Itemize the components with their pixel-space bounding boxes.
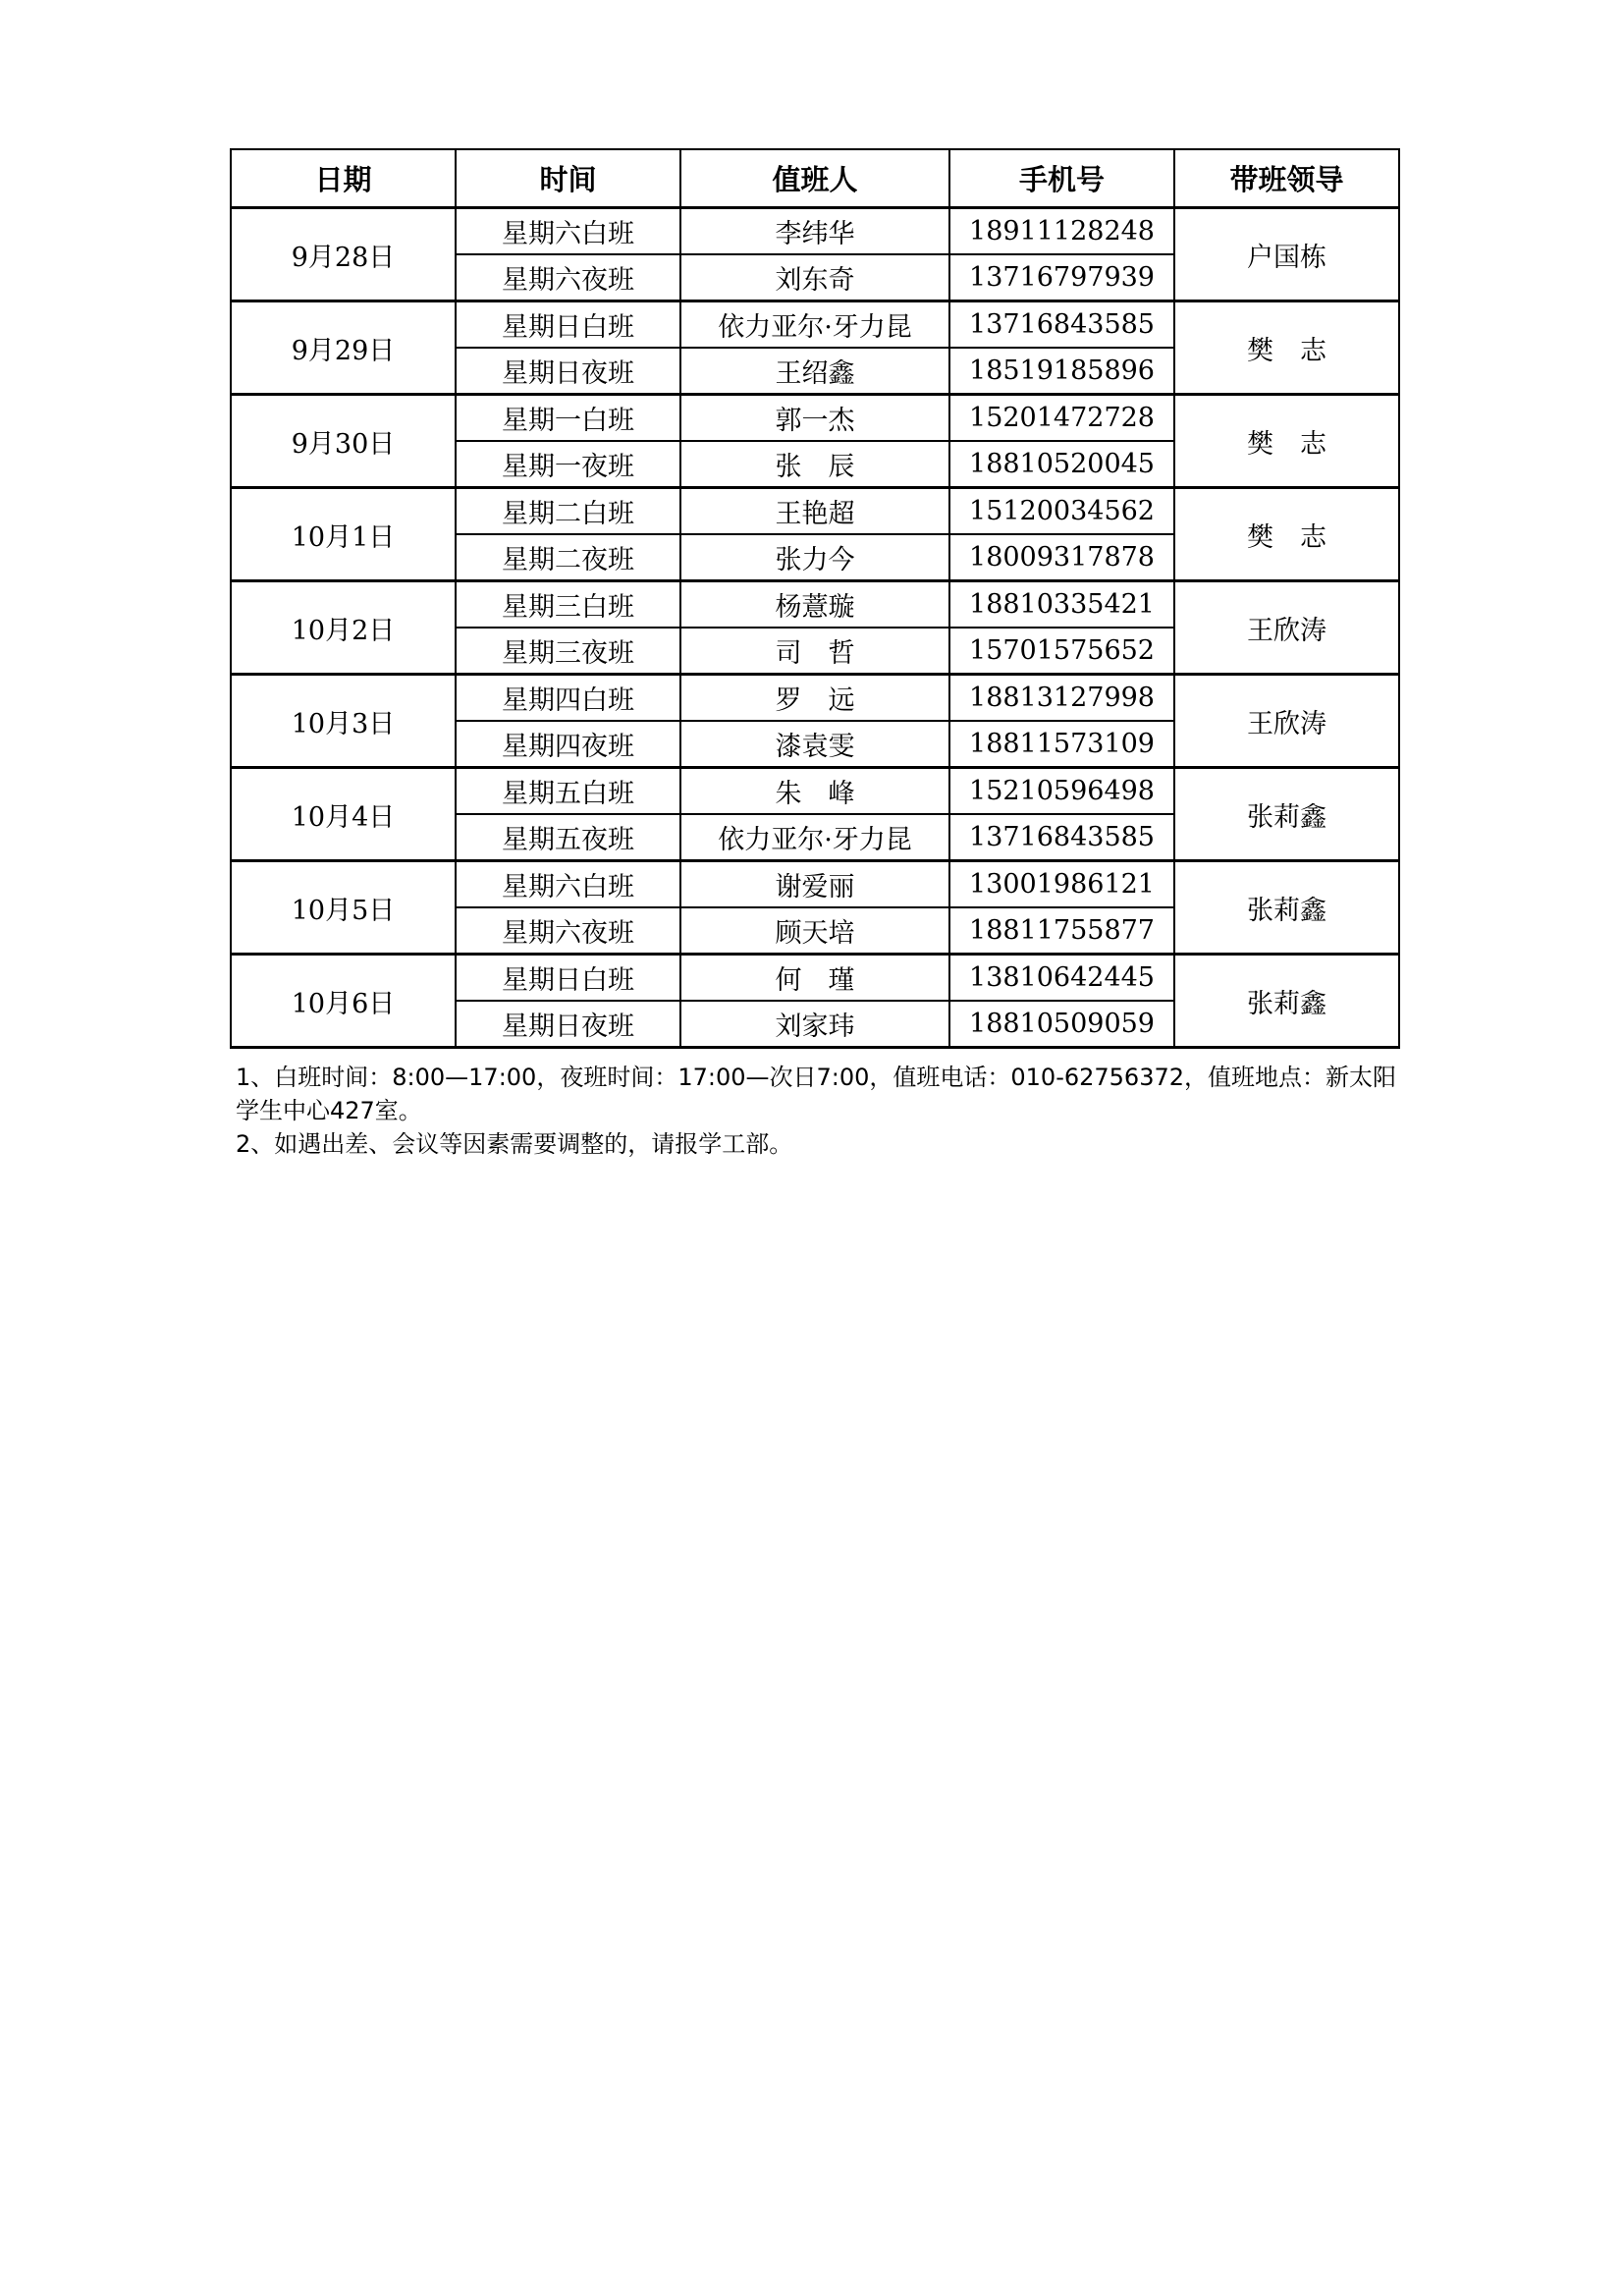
leader-cell: 王欣涛 [1174, 675, 1399, 768]
phone-cell: 18810335421 [949, 581, 1174, 629]
person-cell: 张力今 [680, 534, 949, 581]
person-cell: 何 瑾 [680, 955, 949, 1002]
time-cell: 星期日夜班 [456, 1001, 680, 1048]
time-cell: 星期五夜班 [456, 814, 680, 861]
date-cell: 10月1日 [231, 488, 456, 581]
header-row [231, 149, 1399, 208]
leader-cell: 户国栋 [1174, 208, 1399, 301]
table-row [231, 301, 1399, 349]
phone-cell: 18810520045 [949, 441, 1174, 488]
phone-cell: 15201472728 [949, 395, 1174, 442]
date-cell: 9月29日 [231, 301, 456, 395]
table-row [231, 488, 1399, 535]
header-time: 时间 [456, 149, 680, 208]
date-cell: 10月2日 [231, 581, 456, 675]
person-cell: 漆袁雯 [680, 721, 949, 768]
table-row [231, 581, 1399, 629]
table-body [231, 208, 1399, 1048]
person-cell: 刘东奇 [680, 254, 949, 301]
header-leader: 带班领导 [1174, 149, 1399, 208]
note-1: 1、白班时间：8:00—17:00，夜班时间：17:00—次日7:00，值班电话：010-62756372，值班地点：新太阳学生中心427室。 [236, 1064, 1397, 1124]
leader-cell: 樊 志 [1174, 488, 1399, 581]
date-cell: 10月5日 [231, 861, 456, 955]
time-cell: 星期日白班 [456, 301, 680, 349]
person-cell: 朱 峰 [680, 768, 949, 815]
leader-cell: 樊 志 [1174, 301, 1399, 395]
phone-cell: 13716843585 [949, 301, 1174, 349]
person-cell: 司 哲 [680, 628, 949, 675]
time-cell: 星期六白班 [456, 861, 680, 908]
date-cell: 10月3日 [231, 675, 456, 768]
date-cell: 10月6日 [231, 955, 456, 1048]
leader-cell: 张莉鑫 [1174, 768, 1399, 861]
time-cell: 星期一白班 [456, 395, 680, 442]
phone-cell: 18810509059 [949, 1001, 1174, 1048]
person-cell: 张 辰 [680, 441, 949, 488]
date-cell: 9月28日 [231, 208, 456, 301]
time-cell: 星期三白班 [456, 581, 680, 629]
time-cell: 星期日夜班 [456, 348, 680, 395]
table-row [231, 675, 1399, 722]
time-cell: 星期日白班 [456, 955, 680, 1002]
time-cell: 星期二白班 [456, 488, 680, 535]
person-cell: 李纬华 [680, 208, 949, 255]
phone-cell: 15120034562 [949, 488, 1174, 535]
person-cell: 王绍鑫 [680, 348, 949, 395]
table-row [231, 395, 1399, 442]
phone-cell: 13001986121 [949, 861, 1174, 908]
phone-cell: 13810642445 [949, 955, 1174, 1002]
person-cell: 谢爱丽 [680, 861, 949, 908]
person-cell: 杨薏璇 [680, 581, 949, 629]
time-cell: 星期六夜班 [456, 907, 680, 955]
person-cell: 王艳超 [680, 488, 949, 535]
leader-cell: 樊 志 [1174, 395, 1399, 488]
phone-cell: 18813127998 [949, 675, 1174, 722]
table-header [231, 149, 1399, 208]
person-cell: 依力亚尔·牙力昆 [680, 814, 949, 861]
person-cell: 顾天培 [680, 907, 949, 955]
header-phone: 手机号 [949, 149, 1174, 208]
time-cell: 星期一夜班 [456, 441, 680, 488]
phone-cell: 15701575652 [949, 628, 1174, 675]
time-cell: 星期四白班 [456, 675, 680, 722]
time-cell: 星期五白班 [456, 768, 680, 815]
person-cell: 依力亚尔·牙力昆 [680, 301, 949, 349]
time-cell: 星期三夜班 [456, 628, 680, 675]
table-row [231, 861, 1399, 908]
table-row [231, 768, 1399, 815]
phone-cell: 18009317878 [949, 534, 1174, 581]
phone-cell: 13716797939 [949, 254, 1174, 301]
table-row [231, 208, 1399, 255]
duty-schedule-table [230, 148, 1400, 1049]
phone-cell: 15210596498 [949, 768, 1174, 815]
time-cell: 星期六白班 [456, 208, 680, 255]
header-person: 值班人 [680, 149, 949, 208]
phone-cell: 18519185896 [949, 348, 1174, 395]
person-cell: 郭一杰 [680, 395, 949, 442]
person-cell: 罗 远 [680, 675, 949, 722]
time-cell: 星期二夜班 [456, 534, 680, 581]
table-row [231, 955, 1399, 1002]
date-cell: 10月4日 [231, 768, 456, 861]
phone-cell: 13716843585 [949, 814, 1174, 861]
phone-cell: 18811755877 [949, 907, 1174, 955]
note-2: 2、如遇出差、会议等因素需要调整的，请报学工部。 [236, 1130, 793, 1158]
leader-cell: 张莉鑫 [1174, 955, 1399, 1048]
person-cell: 刘家玮 [680, 1001, 949, 1048]
time-cell: 星期六夜班 [456, 254, 680, 301]
phone-cell: 18811573109 [949, 721, 1174, 768]
date-cell: 9月30日 [231, 395, 456, 488]
leader-cell: 王欣涛 [1174, 581, 1399, 675]
notes-section [236, 1061, 1404, 1161]
time-cell: 星期四夜班 [456, 721, 680, 768]
phone-cell: 18911128248 [949, 208, 1174, 255]
header-date: 日期 [231, 149, 456, 208]
leader-cell: 张莉鑫 [1174, 861, 1399, 955]
